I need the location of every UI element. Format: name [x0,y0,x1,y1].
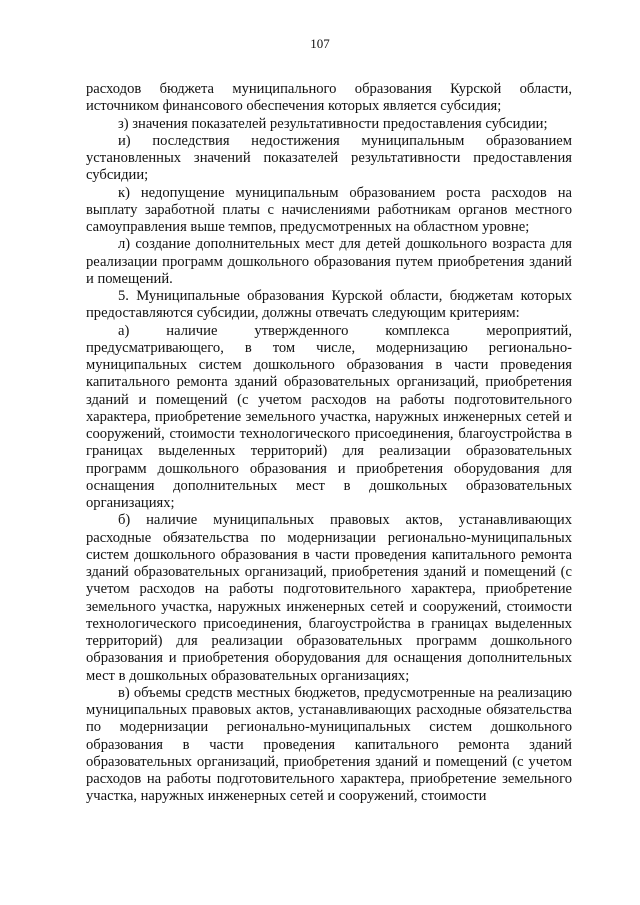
paragraph-item-z: з) значения показателей результативности предоставления субсидии; [118,115,548,132]
paragraph-item-b: б) наличие муниципальных правовых актов, устанавливающих расходные обязательства по модернизации регионально-муниципальных систем дошкольного образования в части проведения капитального ремонта зданий образовательных организаций, приобретения зданий и помещений (с учетом расходов на работы подготовительного характера, приобретение земельного участка, наружных инженерных сетей и сооружений, стоимости технологического присоединения, благоустройства в границах выделенных территорий) для реализации образовательных программ дошкольного образования и приобретения оборудования для оснащения дополнительных мест в дошкольных образовательных организациях; [86,512,572,684]
paragraph-section-5: 5. Муниципальные образования Курской области, бюджетам которых предоставляются субсидии, должны отвечать следующим критериям: [86,288,572,322]
paragraph-item-k: к) недопущение муниципальным образованием роста расходов на выплату заработной платы с начислениями работникам органов местного самоуправления выше темпов, предусмотренных на областном уровне; [86,184,572,235]
paragraph-continuation: расходов бюджета муниципального образования Курской области, источником финансового обеспечения которых является субсидия; [86,81,572,115]
paragraph-item-l: л) создание дополнительных мест для детей дошкольного возраста для реализации программ дошкольного образования путем приобретения зданий и помещений. [86,236,572,287]
paragraph-item-i: и) последствия недостижения муниципальным образованием установленных значений показателей результативности предоставления субсидии; [86,132,572,184]
document-body [86,81,572,806]
paragraph-item-v: в) объемы средств местных бюджетов, предусмотренные на реализацию муниципальных правовых актов, устанавливающих расходные обязательства по модернизации регионально-муниципальных систем дошкольного образования в части проведения капитального ремонта зданий образовательных организаций, приобретения зданий и помещений (с учетом расходов на работы подготовительного характера, приобретение земельного участка, наружных инженерных сетей и сооружений, стоимости [86,684,572,805]
paragraph-item-a: а) наличие утвержденного комплекса мероприятий, предусматривающего, в том числе, модернизацию регионально-муниципальных систем дошкольного образования в части проведения капитального ремонта зданий образовательных организаций, приобретения зданий и помещений (с учетом расходов на работы подготовительного характера, приобретение земельного участка, наружных инженерных сетей и сооружений, стоимости технологического присоединения, благоустройства в границах выделенных территорий) для реализации образовательных программ дошкольного образования и приобретения оборудования для оснащения дополнительных мест в дошкольных образовательных организациях; [86,322,572,511]
page-number: 107 [310,36,330,51]
